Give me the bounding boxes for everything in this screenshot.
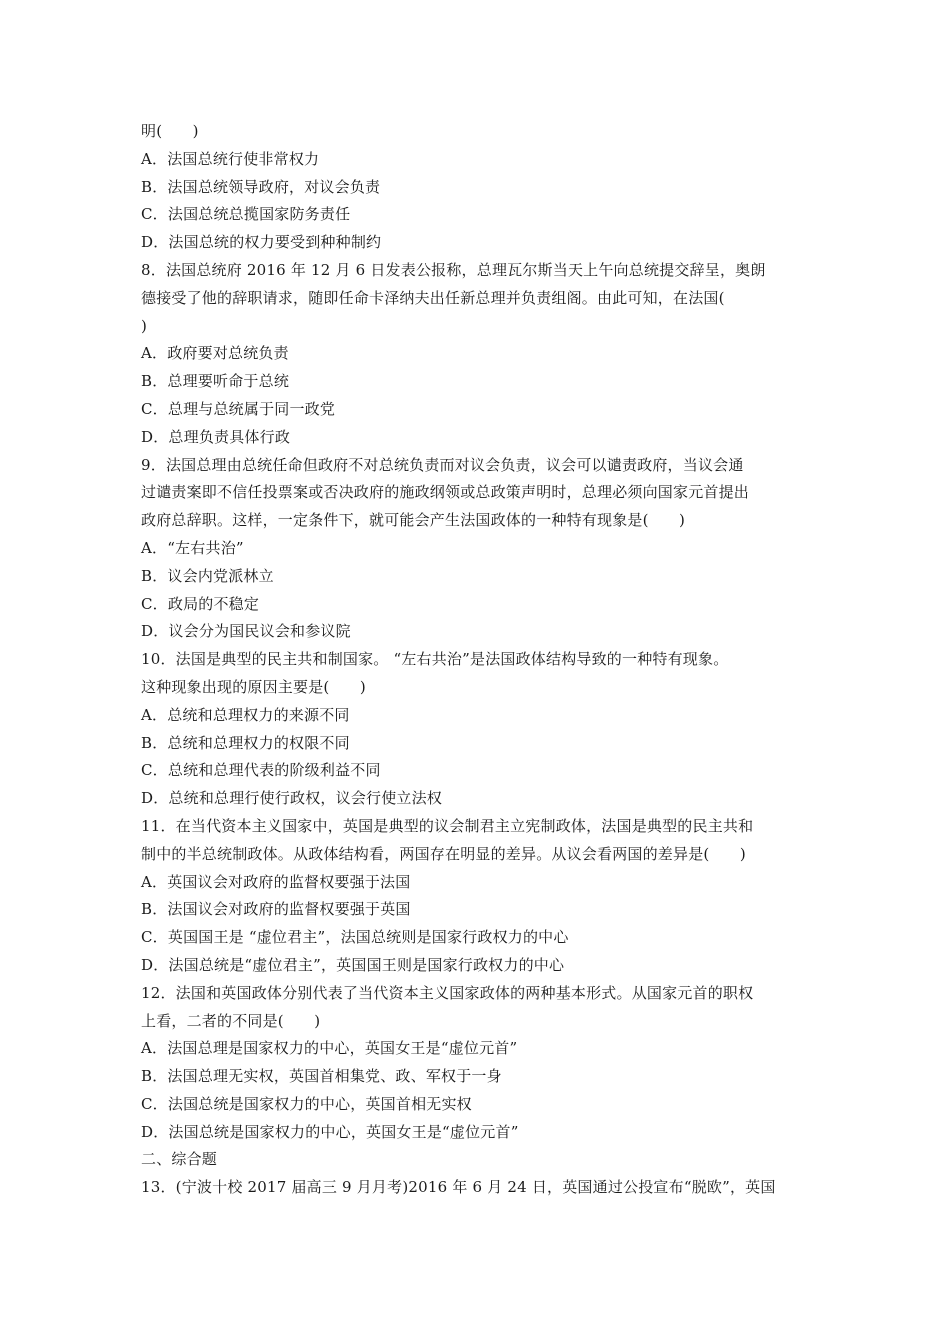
q8-stem-line-3: ) bbox=[141, 316, 148, 335]
q9-option-c: C．政局的不稳定 bbox=[141, 594, 260, 613]
q9-stem-line-1: 9．法国总理由总统任命但政府不对总统负责而对议会负责，议会可以谴责政府，当议会通 bbox=[141, 455, 744, 474]
q12-option-d: D．法国总统是国家权力的中心，英国女王是“虚位元首” bbox=[141, 1122, 519, 1141]
q10-option-b: B．总统和总理权力的权限不同 bbox=[141, 733, 350, 752]
q12-stem-line-1: 12．法国和英国政体分别代表了当代资本主义国家政体的两种基本形式。从国家元首的职权 bbox=[141, 983, 754, 1002]
q7-option-c: C．法国总统总揽国家防务责任 bbox=[141, 205, 351, 224]
q8-option-b: B．总理要听命于总统 bbox=[141, 372, 290, 391]
q7-option-d: D．法国总统的权力要受到种种制约 bbox=[141, 233, 382, 252]
q11-option-c: C．英国国王是 “虚位君主”，法国总统则是国家行政权力的中心 bbox=[141, 928, 569, 947]
q12-option-c: C．法国总统是国家权力的中心，英国首相无实权 bbox=[141, 1094, 472, 1113]
q11-option-a: A．英国议会对政府的监督权要强于法国 bbox=[141, 872, 411, 891]
q7-option-a: A．法国总统行使非常权力 bbox=[141, 149, 320, 168]
q9-stem-line-3: 政府总辞职。这样，一定条件下，就可能会产生法国政体的一种特有现象是( ) bbox=[141, 511, 686, 530]
section-heading: 二、综合题 bbox=[141, 1150, 218, 1169]
q11-stem-line-2: 制中的半总统制政体。从政体结构看，两国存在明显的差异。从议会看两国的差异是( ) bbox=[141, 844, 746, 863]
q9-stem-line-2: 过谴责案即不信任投票案或否决政府的施政纲领或总政策声明时，总理必须向国家元首提出 bbox=[141, 483, 750, 502]
q13-stem-line-1: 13．(宁波十校 2017 届高三 9 月月考)2016 年 6 月 24 日，英国通过公投宣布“脱欧”，英国 bbox=[141, 1178, 776, 1197]
q8-option-a: A．政府要对总统负责 bbox=[141, 344, 289, 363]
q8-option-d: D．总理负责具体行政 bbox=[141, 427, 291, 446]
q7-option-b: B．法国总统领导政府，对议会负责 bbox=[141, 177, 381, 196]
q10-stem-line-1: 10．法国是典型的民主共和制国家。 “左右共治”是法国政体结构导致的一种特有现象。 bbox=[141, 650, 729, 669]
q12-option-b: B．法国总理无实权，英国首相集党、政、军权于一身 bbox=[141, 1067, 502, 1086]
q11-option-d: D．法国总统是“虚位君主”，英国国王则是国家行政权力的中心 bbox=[141, 955, 565, 974]
q9-option-b: B．议会内党派林立 bbox=[141, 566, 274, 585]
q9-option-a: A．“左右共治” bbox=[141, 538, 244, 557]
q12-option-a: A．法国总理是国家权力的中心，英国女王是“虚位元首” bbox=[141, 1039, 518, 1058]
q10-option-a: A．总统和总理权力的来源不同 bbox=[141, 705, 350, 724]
q7-stem-end: 明( ) bbox=[141, 122, 199, 140]
q10-option-d: D．总统和总理行使行政权，议会行使立法权 bbox=[141, 789, 443, 808]
q8-stem-line-2: 德接受了他的辞职请求，随即任命卡泽纳夫出任新总理并负责组阁。由此可知，在法国( bbox=[141, 288, 725, 307]
q10-option-c: C．总统和总理代表的阶级利益不同 bbox=[141, 761, 381, 780]
q8-option-c: C．总理与总统属于同一政党 bbox=[141, 399, 336, 418]
q8-stem-line-1: 8．法国总统府 2016 年 12 月 6 日发表公报称，总理瓦尔斯当天上午向总统提交辞呈，奥朗 bbox=[141, 260, 766, 279]
q11-option-b: B．法国议会对政府的监督权要强于英国 bbox=[141, 900, 411, 919]
q9-option-d: D．议会分为国民议会和参议院 bbox=[141, 622, 351, 641]
q12-stem-line-2: 上看，二者的不同是( ) bbox=[141, 1011, 321, 1030]
q10-stem-line-2: 这种现象出现的原因主要是( ) bbox=[141, 677, 366, 696]
document-page bbox=[141, 118, 813, 1202]
q11-stem-line-1: 11．在当代资本主义国家中，英国是典型的议会制君主立宪制政体，法国是典型的民主共和 bbox=[141, 816, 754, 835]
